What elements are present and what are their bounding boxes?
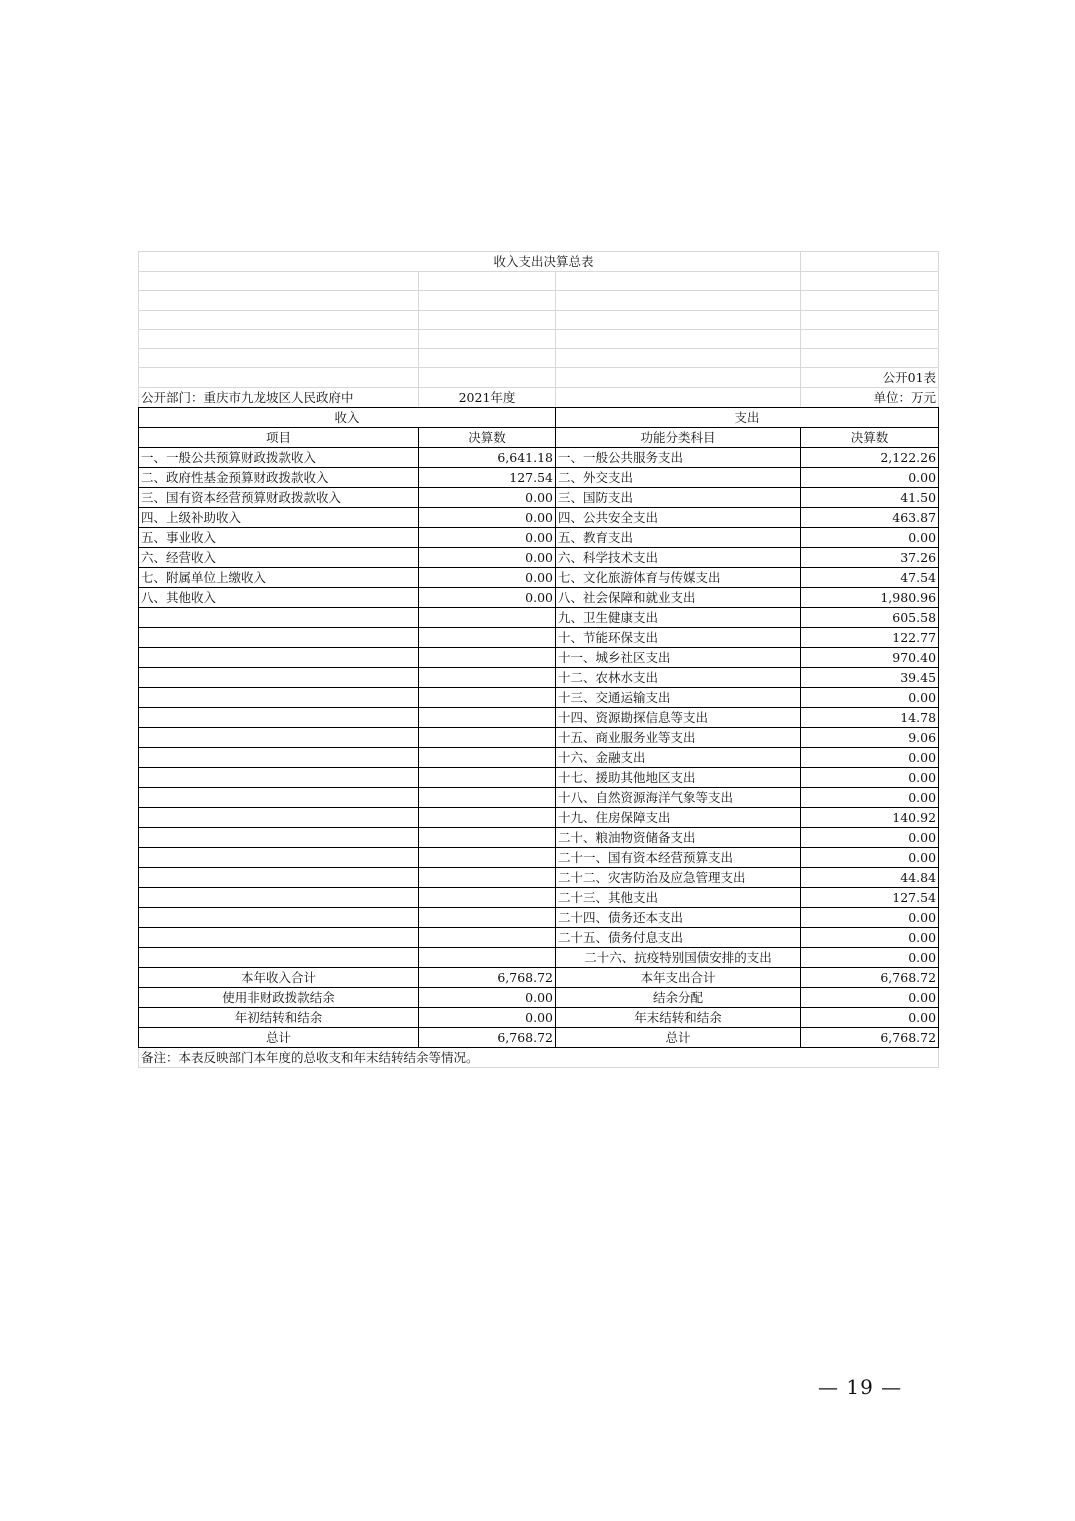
income-value: 0.00	[419, 488, 556, 508]
expense-value: 0.00	[801, 768, 939, 788]
department-label: 公开部门：重庆市九龙坡区人民政府中	[139, 388, 419, 408]
summary-row	[139, 1008, 939, 1028]
expense-value: 14.78	[801, 708, 939, 728]
summary-row	[139, 1028, 939, 1048]
expense-value: 0.00	[801, 748, 939, 768]
expense-value: 0.00	[801, 928, 939, 948]
table-row	[139, 528, 939, 548]
summary-in-label: 使用非财政拨款结余	[139, 988, 419, 1008]
income-item: 四、上级补助收入	[139, 508, 419, 528]
income-header: 收入	[139, 408, 556, 428]
summary-out-label: 总计	[556, 1028, 801, 1048]
table-row	[139, 488, 939, 508]
income-item: 一、一般公共预算财政拨款收入	[139, 448, 419, 468]
expense-item: 八、社会保障和就业支出	[556, 588, 801, 608]
budget-table	[138, 251, 939, 1068]
summary-out-value: 6,768.72	[801, 1028, 939, 1048]
expense-item: 二十四、债务还本支出	[556, 908, 801, 928]
table-row	[139, 948, 939, 968]
summary-in-label: 年初结转和结余	[139, 1008, 419, 1028]
expense-value: 0.00	[801, 948, 939, 968]
expense-item: 十二、农林水支出	[556, 668, 801, 688]
expense-value: 127.54	[801, 888, 939, 908]
income-value: 127.54	[419, 468, 556, 488]
expense-item: 五、教育支出	[556, 528, 801, 548]
expense-item: 二、外交支出	[556, 468, 801, 488]
unit-label: 单位：万元	[801, 388, 939, 408]
table-row	[139, 928, 939, 948]
fiscal-year: 2021年度	[419, 388, 556, 408]
table-row	[139, 568, 939, 588]
form-number: 公开01表	[801, 368, 939, 388]
expense-item: 十五、商业服务业等支出	[556, 728, 801, 748]
expense-value: 0.00	[801, 908, 939, 928]
table-row	[139, 688, 939, 708]
expense-value: 37.26	[801, 548, 939, 568]
table-row	[139, 448, 939, 468]
expense-value: 0.00	[801, 788, 939, 808]
summary-row	[139, 968, 939, 988]
table-row	[139, 908, 939, 928]
table-row	[139, 588, 939, 608]
summary-out-label: 本年支出合计	[556, 968, 801, 988]
page-title: 收入支出决算总表	[139, 252, 801, 272]
income-item: 三、国有资本经营预算财政拨款收入	[139, 488, 419, 508]
expense-value: 44.84	[801, 868, 939, 888]
income-item: 二、政府性基金预算财政拨款收入	[139, 468, 419, 488]
expense-value: 0.00	[801, 688, 939, 708]
table-row	[139, 748, 939, 768]
expense-item: 十三、交通运输支出	[556, 688, 801, 708]
expense-item: 十一、城乡社区支出	[556, 648, 801, 668]
expense-item: 二十六、抗疫特别国债安排的支出	[556, 948, 801, 968]
summary-out-label: 结余分配	[556, 988, 801, 1008]
expense-value: 0.00	[801, 528, 939, 548]
income-item: 七、附属单位上缴收入	[139, 568, 419, 588]
expense-value: 122.77	[801, 628, 939, 648]
summary-out-value: 0.00	[801, 1008, 939, 1028]
expense-item: 十七、援助其他地区支出	[556, 768, 801, 788]
summary-out-value: 0.00	[801, 988, 939, 1008]
expense-item: 三、国防支出	[556, 488, 801, 508]
expense-value: 0.00	[801, 468, 939, 488]
expense-item: 一、一般公共服务支出	[556, 448, 801, 468]
expense-value: 9.06	[801, 728, 939, 748]
income-value: 0.00	[419, 588, 556, 608]
table-row	[139, 768, 939, 788]
table-row	[139, 508, 939, 528]
col-function-header: 功能分类科目	[556, 428, 801, 448]
income-item: 五、事业收入	[139, 528, 419, 548]
page-number: — 19 —	[818, 1375, 903, 1399]
income-value: 6,641.18	[419, 448, 556, 468]
expense-item: 四、公共安全支出	[556, 508, 801, 528]
expense-item: 十六、金融支出	[556, 748, 801, 768]
summary-in-label: 总计	[139, 1028, 419, 1048]
income-value: 0.00	[419, 568, 556, 588]
expense-item: 十九、住房保障支出	[556, 808, 801, 828]
expense-item: 二十三、其他支出	[556, 888, 801, 908]
expense-value: 0.00	[801, 828, 939, 848]
expense-value: 47.54	[801, 568, 939, 588]
footnote: 备注：本表反映部门本年度的总收支和年末结转结余等情况。	[139, 1048, 939, 1068]
table-row	[139, 548, 939, 568]
summary-row	[139, 988, 939, 1008]
table-row	[139, 628, 939, 648]
income-item: 八、其他收入	[139, 588, 419, 608]
expense-item: 二十、粮油物资储备支出	[556, 828, 801, 848]
expense-value: 39.45	[801, 668, 939, 688]
expense-value: 41.50	[801, 488, 939, 508]
expense-item: 二十一、国有资本经营预算支出	[556, 848, 801, 868]
table-row	[139, 728, 939, 748]
table-row	[139, 828, 939, 848]
expense-item: 九、卫生健康支出	[556, 608, 801, 628]
summary-in-value: 0.00	[419, 1008, 556, 1028]
summary-in-value: 0.00	[419, 988, 556, 1008]
expense-value: 0.00	[801, 848, 939, 868]
expense-item: 二十五、债务付息支出	[556, 928, 801, 948]
table-row	[139, 788, 939, 808]
expense-value: 2,122.26	[801, 448, 939, 468]
summary-out-value: 6,768.72	[801, 968, 939, 988]
income-value: 0.00	[419, 548, 556, 568]
summary-in-value: 6,768.72	[419, 1028, 556, 1048]
expense-item: 十、节能环保支出	[556, 628, 801, 648]
summary-in-value: 6,768.72	[419, 968, 556, 988]
table-row	[139, 648, 939, 668]
expense-item: 十八、自然资源海洋气象等支出	[556, 788, 801, 808]
table-row	[139, 808, 939, 828]
expense-value: 463.87	[801, 508, 939, 528]
expense-item: 七、文化旅游体育与传媒支出	[556, 568, 801, 588]
income-value: 0.00	[419, 508, 556, 528]
budget-sheet	[138, 251, 938, 1068]
expense-value: 970.40	[801, 648, 939, 668]
table-row	[139, 668, 939, 688]
expense-value: 140.92	[801, 808, 939, 828]
income-value: 0.00	[419, 528, 556, 548]
expense-item: 六、科学技术支出	[556, 548, 801, 568]
summary-in-label: 本年收入合计	[139, 968, 419, 988]
table-row	[139, 888, 939, 908]
expense-value: 1,980.96	[801, 588, 939, 608]
table-row	[139, 848, 939, 868]
expense-item: 二十二、灾害防治及应急管理支出	[556, 868, 801, 888]
income-item: 六、经营收入	[139, 548, 419, 568]
col-amount-header: 决算数	[419, 428, 556, 448]
table-row	[139, 708, 939, 728]
table-row	[139, 468, 939, 488]
table-row	[139, 608, 939, 628]
expense-header: 支出	[556, 408, 939, 428]
expense-item: 十四、资源勘探信息等支出	[556, 708, 801, 728]
expense-value: 605.58	[801, 608, 939, 628]
summary-out-label: 年末结转和结余	[556, 1008, 801, 1028]
col-item-header: 项目	[139, 428, 419, 448]
col-amount2-header: 决算数	[801, 428, 939, 448]
table-row	[139, 868, 939, 888]
